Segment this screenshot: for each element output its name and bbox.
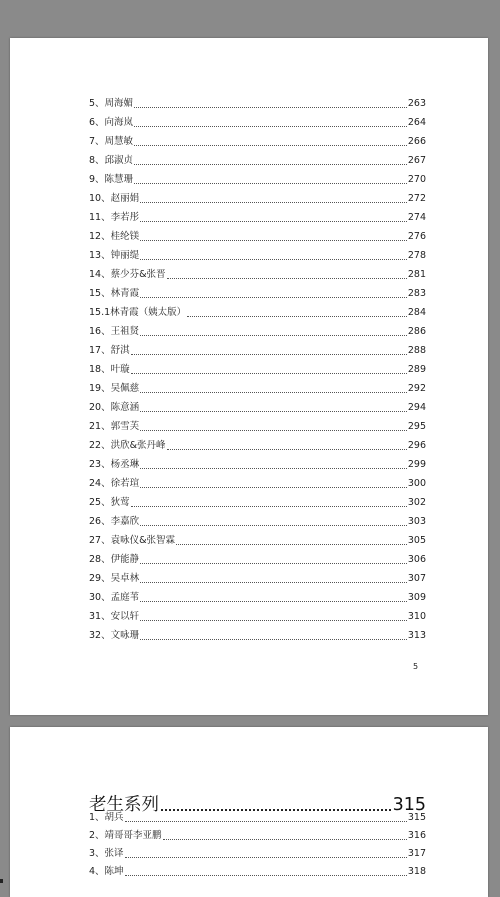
toc-entry-title: 17、舒淇 [89, 345, 130, 356]
dot-leader [140, 525, 407, 526]
toc-entry[interactable] [89, 133, 426, 152]
toc-entry-page: 274 [407, 212, 426, 223]
toc-entry[interactable] [89, 863, 426, 881]
dot-leader [140, 563, 407, 564]
toc-entry-page: 292 [407, 383, 426, 394]
toc-entry-title: 21、郭雪芙 [89, 421, 140, 432]
toc-entry-title: 24、徐若瑄 [89, 478, 140, 489]
toc-entry-page: 281 [407, 269, 426, 280]
page-number: 5 [413, 662, 419, 671]
toc-entry-page: 294 [407, 402, 426, 413]
toc-entry-title: 4、陈坤 [89, 866, 124, 877]
dot-leader [140, 601, 407, 602]
toc-entry-page: 264 [407, 117, 426, 128]
toc-entry[interactable] [89, 475, 426, 494]
toc-entry[interactable] [89, 152, 426, 171]
document-page-5 [10, 38, 488, 715]
toc-entry[interactable] [89, 361, 426, 380]
toc-entry-page: 318 [407, 866, 426, 877]
toc-entry[interactable] [89, 114, 426, 133]
toc-entry-page: 267 [407, 155, 426, 166]
toc-entry-page: 317 [407, 848, 426, 859]
dot-leader [140, 259, 407, 260]
toc-entry-page: 310 [407, 611, 426, 622]
toc-entry-page: 305 [407, 535, 426, 546]
toc-entry[interactable] [89, 285, 426, 304]
dot-leader [134, 126, 407, 127]
dot-leader [140, 487, 407, 488]
toc-entry[interactable] [89, 95, 426, 114]
toc-entry[interactable] [89, 380, 426, 399]
toc-entry-page: 315 [407, 812, 426, 823]
toc-entry[interactable] [89, 627, 426, 646]
dot-leader [140, 240, 407, 241]
dot-leader [167, 278, 407, 279]
toc-entry-page: 272 [407, 193, 426, 204]
section-title: 老生系列 [89, 795, 159, 815]
dot-leader [140, 221, 407, 222]
toc-entry-title: 23、杨丞琳 [89, 459, 140, 470]
toc-entry-page: 266 [407, 136, 426, 147]
dot-leader [125, 875, 407, 876]
toc-entry-title: 7、周慧敏 [89, 136, 134, 147]
toc-entry-page: 306 [407, 554, 426, 565]
toc-entry-title: 30、孟庭苇 [89, 592, 140, 603]
toc-entry-page: 302 [407, 497, 426, 508]
dot-leader [134, 107, 407, 108]
dot-leader [134, 145, 407, 146]
toc-entry-title: 25、狄莺 [89, 497, 130, 508]
dot-leader [125, 857, 407, 858]
toc-entry[interactable] [89, 323, 426, 342]
dot-leader [131, 354, 407, 355]
toc-entry-title: 28、伊能静 [89, 554, 140, 565]
toc-entry-page: 288 [407, 345, 426, 356]
toc-entry[interactable] [89, 570, 426, 589]
toc-entry[interactable] [89, 827, 426, 845]
toc-entry[interactable] [89, 342, 426, 361]
toc-entry-page: 303 [407, 516, 426, 527]
dot-leader [131, 373, 407, 374]
toc-entry-title: 9、陈慧珊 [89, 174, 134, 185]
toc-entry[interactable] [89, 494, 426, 513]
dot-leader [140, 582, 407, 583]
toc-entry[interactable] [89, 551, 426, 570]
document-page-6 [10, 727, 488, 897]
toc-entry-title: 15、林青霞 [89, 288, 140, 299]
toc-entry-page: 313 [407, 630, 426, 641]
toc-entry-title: 32、文咏珊 [89, 630, 140, 641]
dot-leader [140, 297, 407, 298]
toc-entry-page: 295 [407, 421, 426, 432]
toc-entry-title: 15.1林青霞（姨太版） [89, 307, 187, 318]
table-of-contents [89, 95, 426, 646]
toc-entry[interactable] [89, 456, 426, 475]
toc-entry-title: 11、李若彤 [89, 212, 140, 223]
dot-leader [134, 183, 407, 184]
toc-entry[interactable] [89, 608, 426, 627]
toc-entry-page: 283 [407, 288, 426, 299]
toc-entry-title: 20、陈意涵 [89, 402, 140, 413]
toc-entry-page: 300 [407, 478, 426, 489]
dot-leader [140, 392, 407, 393]
toc-entry-title: 6、向海岚 [89, 117, 134, 128]
toc-entry-page: 276 [407, 231, 426, 242]
toc-entry[interactable] [89, 190, 426, 209]
toc-entry[interactable] [89, 418, 426, 437]
toc-entry-page: 309 [407, 592, 426, 603]
toc-entry-title: 31、安以轩 [89, 611, 140, 622]
toc-entry-title: 5、周海媚 [89, 98, 134, 109]
toc-entry-title: 26、李嘉欣 [89, 516, 140, 527]
toc-entry-title: 10、赵丽娟 [89, 193, 140, 204]
dot-leader [140, 430, 407, 431]
toc-entry-page: 307 [407, 573, 426, 584]
dot-leader [187, 316, 407, 317]
toc-entry-page: 299 [407, 459, 426, 470]
dot-leader [125, 821, 407, 822]
dot-leader [176, 544, 407, 545]
toc-entry-title: 22、洪欣&张丹峰 [89, 440, 166, 451]
dot-leader [140, 411, 407, 412]
toc-entry-page: 296 [407, 440, 426, 451]
table-of-contents [89, 809, 426, 881]
toc-entry-title: 1、胡兵 [89, 812, 124, 823]
scroll-edge-mark [0, 879, 3, 883]
section-page-number: 315 [392, 795, 426, 815]
dot-leader [131, 506, 407, 507]
toc-entry-title: 3、张译 [89, 848, 124, 859]
toc-entry[interactable] [89, 845, 426, 863]
toc-entry-title: 27、袁咏仪&张智霖 [89, 535, 175, 546]
toc-entry[interactable] [89, 513, 426, 532]
toc-entry-page: 263 [407, 98, 426, 109]
toc-entry[interactable] [89, 247, 426, 266]
toc-entry-page: 316 [407, 830, 426, 841]
toc-entry-title: 16、王祖贤 [89, 326, 140, 337]
dot-leader [167, 449, 407, 450]
toc-entry[interactable] [89, 266, 426, 285]
toc-entry-page: 289 [407, 364, 426, 375]
dot-leader [163, 839, 407, 840]
toc-entry[interactable] [89, 228, 426, 247]
toc-entry-title: 8、邱淑贞 [89, 155, 134, 166]
toc-entry-page: 286 [407, 326, 426, 337]
dot-leader [140, 468, 407, 469]
toc-entry-page: 270 [407, 174, 426, 185]
toc-entry[interactable] [89, 171, 426, 190]
dot-leader [140, 202, 407, 203]
toc-entry[interactable] [89, 304, 426, 323]
toc-entry-title: 19、吴佩慈 [89, 383, 140, 394]
toc-entry-title: 2、靖哥哥李亚鹏 [89, 830, 162, 841]
toc-entry-title: 29、吴卓林 [89, 573, 140, 584]
toc-entry[interactable] [89, 809, 426, 827]
dot-leader [140, 639, 407, 640]
toc-entry[interactable] [89, 589, 426, 608]
toc-entry-title: 13、钟丽缇 [89, 250, 140, 261]
toc-entry[interactable] [89, 399, 426, 418]
toc-entry-page: 284 [407, 307, 426, 318]
dot-leader [134, 164, 407, 165]
dot-leader [140, 620, 407, 621]
dot-leader [140, 335, 407, 336]
toc-entry[interactable] [89, 437, 426, 456]
toc-entry-title: 14、蔡少芬&张晋 [89, 269, 166, 280]
toc-entry-title: 12、桂纶镁 [89, 231, 140, 242]
toc-entry-page: 278 [407, 250, 426, 261]
toc-entry[interactable] [89, 209, 426, 228]
toc-entry[interactable] [89, 532, 426, 551]
toc-entry-title: 18、叶璇 [89, 364, 130, 375]
